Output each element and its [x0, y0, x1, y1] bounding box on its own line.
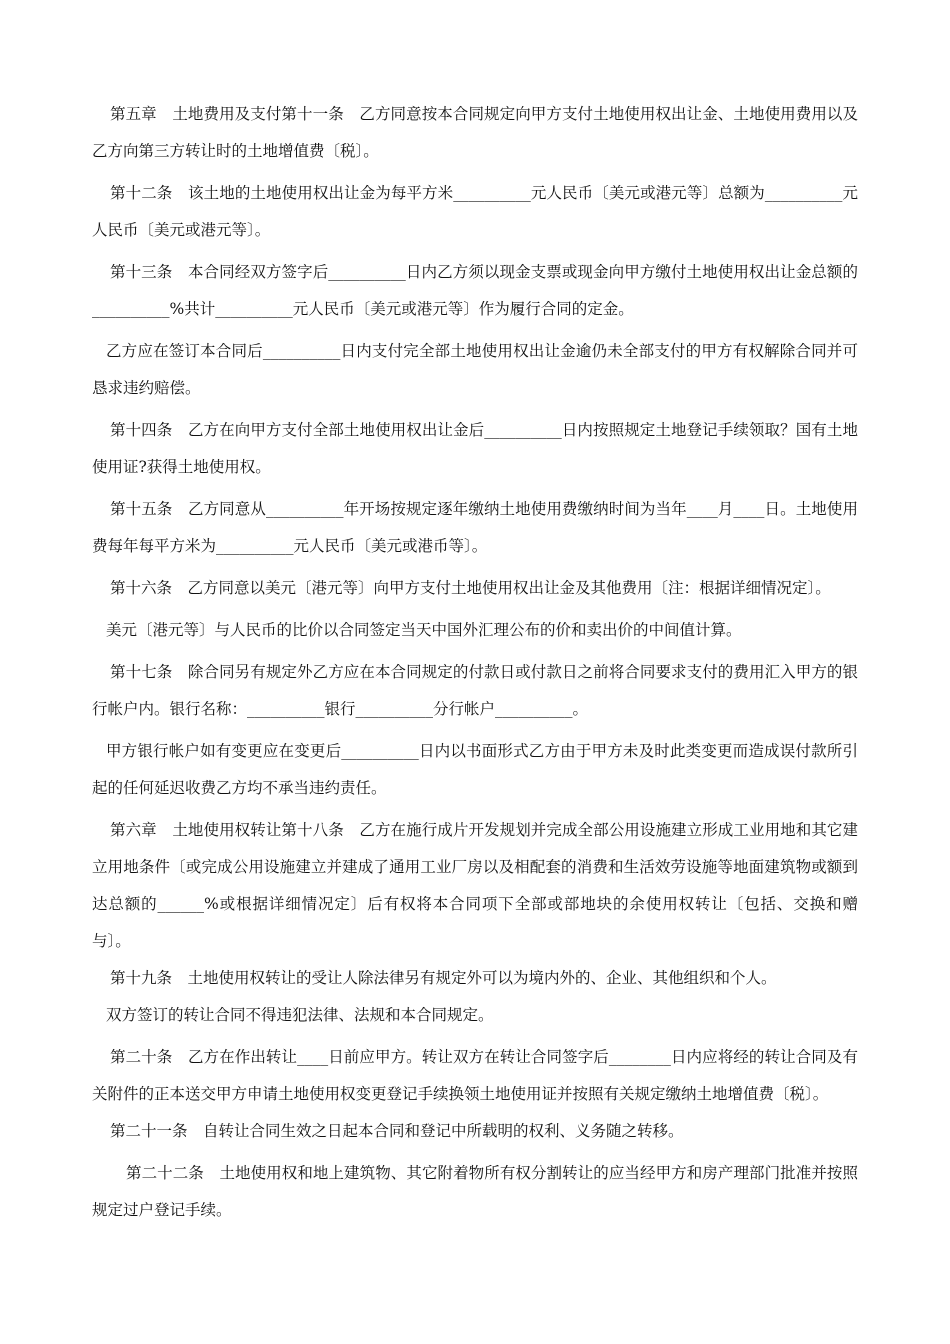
paragraph-article-12: 第十二条 该土地的土地使用权出让金为每平方米__________元人民币〔美元或港元等〕总额为__________元人民币〔美元或港元等〕。 [92, 184, 858, 239]
paragraph-article-20: 第二十条 乙方在作出转让____日前应甲方。转让双方在转让合同签字后________日内应将经的转让合同及有关附件的正本送交甲方申请土地使用权变更登记手续换领土地使用证并按照有关规定缴纳土地增值费〔税〕。 [92, 1048, 858, 1103]
paragraph-article-22: 第二十二条 土地使用权和地上建筑物、其它附着物所有权分割转让的应当经甲方和房产理部门批准并按照规定过户登记手续。 [92, 1164, 858, 1219]
paragraph-transfer-contract-rule: 双方签订的转让合同不得违犯法律、法规和本合同规定。 [106, 1006, 494, 1024]
paragraph-chapter-6-article-18: 第六章 土地使用权转让第十八条 乙方在施行成片开发规划并完成全部公用设施建立形成工业用地和其它建立用地条件〔或完成公用设施建立并建成了通用工业厂房以及相配套的消费和生活效劳设施等地面建筑物或额到达总额的______%或根据详细情况定〕后有权将本合同项下全部或部地块的余使用权转让〔包括、交换和赠与〕。 [92, 821, 858, 950]
paragraph-article-13-payment: 乙方应在签订本合同后__________日内支付完全部土地使用权出让金逾仍未全部支付的甲方有权解除合同并可恳求违约赔偿。 [92, 342, 858, 397]
paragraph-chapter-5-article-11: 第五章 土地费用及支付第十一条 乙方同意按本合同规定向甲方支付土地使用权出让金、土地使用费用以及乙方向第三方转让时的土地增值费〔税〕。 [92, 105, 858, 160]
paragraph-article-19: 第十九条 土地使用权转让的受让人除法律另有规定外可以为境内外的、企业、其他组织和个人。 [110, 969, 777, 987]
paragraph-article-16: 第十六条 乙方同意以美元〔港元等〕向甲方支付土地使用权出让金及其他费用〔注：根据详细情况定〕。 [110, 579, 831, 597]
paragraph-article-13: 第十三条 本合同经双方签字后__________日内乙方须以现金支票或现金向甲方缴付土地使用权出让金总额的__________%共计__________元人民币〔美元或港元等〕作为履行合同的定金。 [92, 263, 858, 318]
paragraph-article-17: 第十七条 除合同另有规定外乙方应在本合同规定的付款日或付款日之前将合同要求支付的费用汇入甲方的银行帐户内。银行名称：__________银行__________分行帐户__________。 [92, 663, 858, 718]
paragraph-exchange-rate: 美元〔港元等〕与人民币的比价以合同签定当天中国外汇理公布的价和卖出价的中间值计算。 [106, 621, 742, 639]
paragraph-bank-account-change: 甲方银行帐户如有变更应在变更后__________日内以书面形式乙方由于甲方未及时此类变更而造成误付款所引起的任何延迟收费乙方均不承当违约责任。 [92, 742, 858, 797]
paragraph-article-21: 第二十一条 自转让合同生效之日起本合同和登记中所载明的权利、义务随之转移。 [110, 1122, 684, 1140]
document-body [92, 96, 858, 1229]
paragraph-article-14: 第十四条 乙方在向甲方支付全部土地使用权出让金后__________日内按照规定土地登记手续领取？国有土地使用证?获得土地使用权。 [92, 421, 858, 476]
paragraph-article-15: 第十五条 乙方同意从__________年开场按规定逐年缴纳土地使用费缴纳时间为当年____月____日。土地使用费每年每平方米为__________元人民币〔美元或港币等〕。 [92, 500, 858, 555]
